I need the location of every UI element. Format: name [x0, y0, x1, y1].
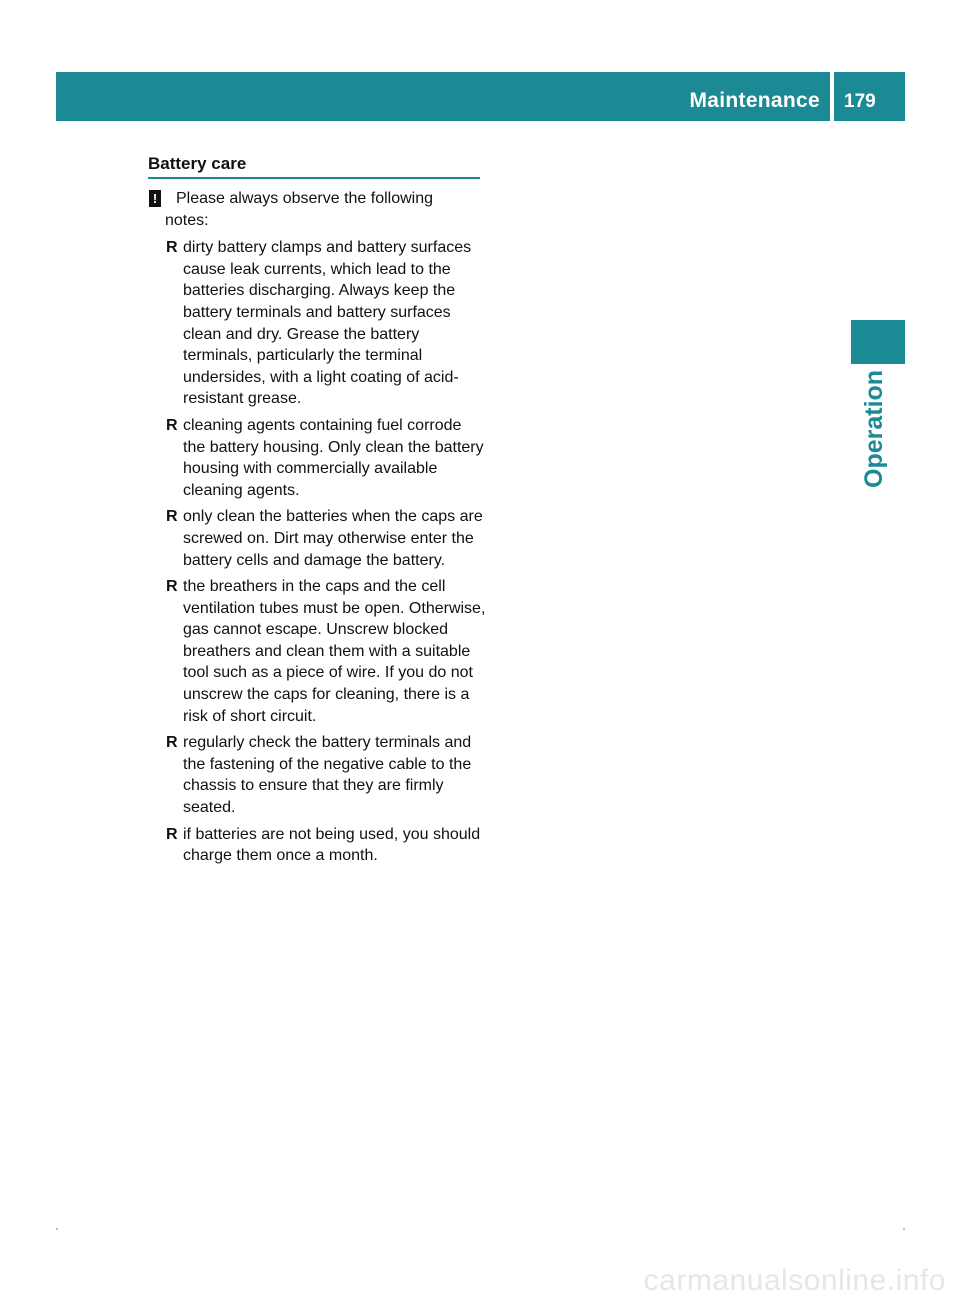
bullet-list	[148, 237, 486, 867]
list-item	[166, 415, 486, 501]
page-number-box	[834, 72, 905, 121]
list-item	[166, 576, 486, 727]
bullet-text: dirty battery clamps and battery surfaces cause leak currents, which lead to the batteries discharging. Always keep the battery terminals and battery surfaces clean and dry. Grease the battery terminals, particularly the terminal undersides, with a light coating of acid-resistant grease.	[183, 239, 472, 408]
footer-mark-right	[903, 1228, 905, 1230]
bullet-marker: R	[166, 734, 178, 752]
bullet-text: cleaning agents containing fuel corrode the battery housing. Only clean the battery housing with commercially available cleaning agents.	[183, 416, 484, 499]
bullet-text: regularly check the battery terminals and the fastening of the negative cable to the chassis to ensure that they are firmly seated.	[183, 734, 472, 817]
notice-intro-line1: Please always observe the following	[176, 190, 434, 207]
bullet-text: only clean the batteries when the caps are screwed on. Dirt may otherwise enter the battery cells and damage the battery.	[183, 508, 483, 569]
bullet-text: the breathers in the caps and the cell ventilation tubes must be open. Otherwise, gas cannot escape. Unscrew blocked breathers and clean them with a suitable tool such as a piece of wire. If you do not unscrew the caps for cleaning, there is a risk of short circuit.	[183, 578, 486, 725]
watermark-text: carmanualsonline.info	[643, 1264, 946, 1297]
bullet-marker: R	[166, 416, 178, 434]
list-item	[166, 237, 486, 410]
chapter-title: Maintenance	[689, 89, 820, 112]
bullet-marker: R	[166, 508, 178, 526]
side-tab-block	[851, 320, 905, 364]
footer-mark-left	[56, 1228, 58, 1230]
notice-content	[148, 188, 486, 872]
notice-icon: !	[149, 190, 161, 207]
header-bar	[56, 72, 830, 121]
list-item	[166, 506, 486, 571]
bullet-text: if batteries are not being used, you should charge them once a month.	[183, 825, 481, 865]
notice-intro-line2: notes:	[165, 211, 209, 229]
section-title: Battery care	[148, 154, 247, 173]
bullet-marker: R	[166, 825, 178, 843]
section-divider	[148, 177, 480, 179]
list-item	[166, 732, 486, 818]
page-number: 179	[844, 91, 876, 112]
side-tab-label: Operation	[860, 369, 888, 488]
notice-intro	[148, 188, 486, 231]
bullet-marker: R	[166, 578, 178, 596]
list-item	[166, 824, 486, 867]
bullet-marker: R	[166, 239, 178, 257]
